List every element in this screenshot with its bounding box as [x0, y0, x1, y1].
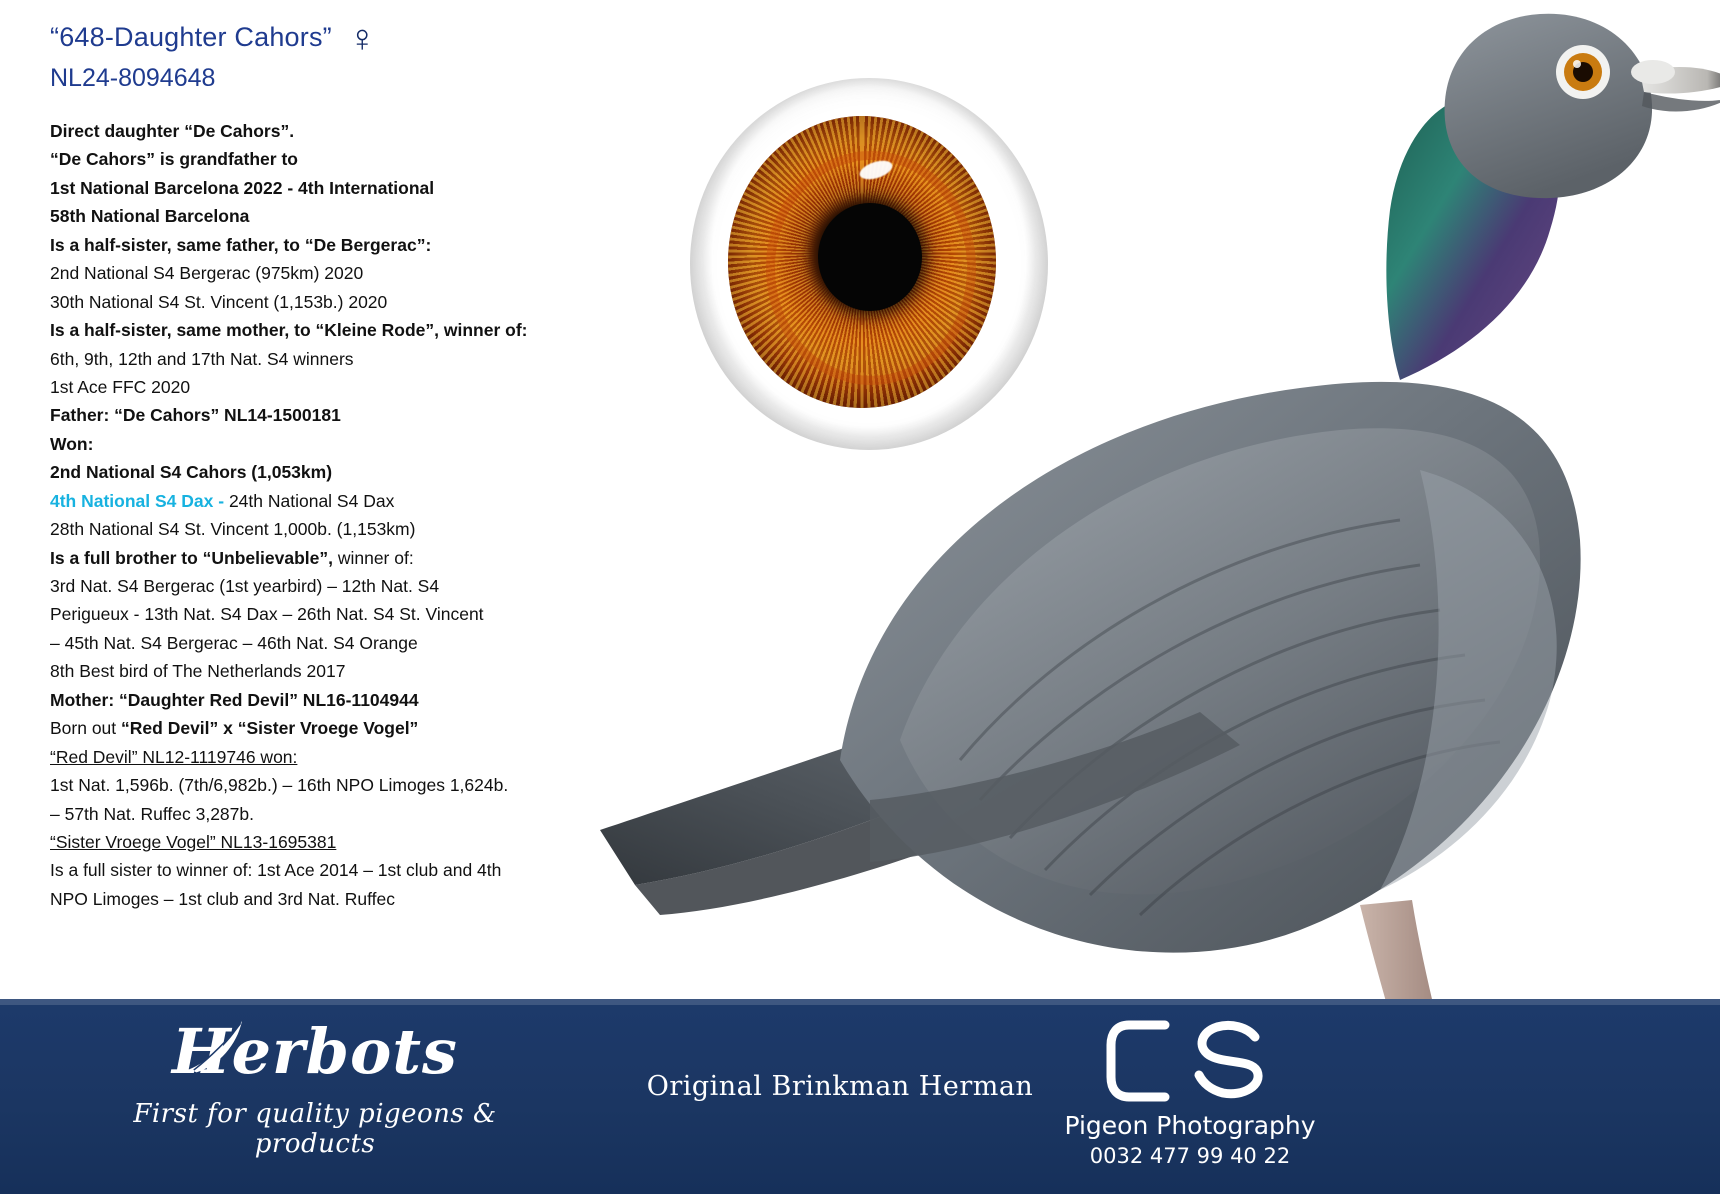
beak-cere — [1631, 60, 1675, 84]
photography-credit-block — [1060, 1017, 1320, 1168]
photography-phone: 0032 477 99 40 22 — [1089, 1144, 1291, 1168]
pedigree-line: 2nd National S4 Cahors (1,053km) — [50, 462, 333, 483]
pedigree-line: 28th National S4 St. Vincent 1,000b. (1,153km) — [50, 519, 416, 540]
pedigree-line: 58th National Barcelona — [50, 206, 250, 227]
pedigree-line-bold: 4th National S4 Dax - — [50, 490, 229, 511]
pigeon-name-line — [50, 18, 377, 60]
pedigree-line: “Sister Vroege Vogel” NL13-1695381 — [50, 831, 337, 852]
pigeon-head — [1445, 14, 1652, 198]
pedigree-line-father: Father: “De Cahors” NL14-1500181 — [50, 405, 341, 426]
pedigree-line: 30th National S4 St. Vincent (1,153b.) 2020 — [50, 291, 388, 312]
pedigree-line: “Red Devil” NL12-1119746 won: — [50, 746, 298, 767]
female-gender-icon: ♀ — [347, 18, 377, 60]
title-block — [50, 18, 376, 93]
pedigree-line: 1st National Barcelona 2022 - 4th International — [50, 177, 435, 198]
pedigree-line-rest: winner of: — [332, 547, 414, 568]
pedigree-line: 2nd National S4 Bergerac (975km) 2020 — [50, 263, 364, 284]
pedigree-line-rest: 24th National S4 Dax — [228, 490, 395, 511]
cs-logo-icon — [1105, 1017, 1275, 1105]
photo-credit: Original Brinkman Herman — [646, 1071, 1034, 1102]
footer-banner — [0, 999, 1720, 1194]
pedigree-line-mother: Mother: “Daughter Red Devil” NL16-1104944 — [50, 689, 419, 710]
pedigree-line: Direct daughter “De Cahors”. — [50, 121, 295, 141]
herbots-brand-name: Herbots — [172, 1015, 458, 1088]
page-title: “648-Daughter Cahors” — [50, 21, 332, 52]
pedigree-line: NPO Limoges – 1st club and 3rd Nat. Ruffec — [50, 888, 395, 909]
ring-number: NL24-8094648 — [50, 64, 216, 92]
pedigree-line: 1st Ace FFC 2020 — [50, 376, 191, 397]
pigeon-body-photo — [540, 0, 1720, 1130]
pedigree-line-bold: “Red Devil” x “Sister Vroege Vogel” — [121, 718, 419, 739]
pedigree-line: 6th, 9th, 12th and 17th Nat. S4 winners — [50, 348, 354, 369]
photography-title: Pigeon Photography — [1064, 1111, 1316, 1140]
pedigree-line: “De Cahors” is grandfather to — [50, 149, 298, 170]
pedigree-line: 8th Best bird of The Netherlands 2017 — [50, 661, 346, 682]
pedigree-line: Won: — [50, 433, 94, 454]
pedigree-line: Perigueux - 13th Nat. S4 Dax – 26th Nat. S4 St. Vincent — [50, 604, 484, 625]
herbots-logo — [80, 1015, 550, 1159]
pedigree-line-bold: Is a full brother to “Unbelievable”, — [50, 547, 333, 568]
pedigree-line-prefix: Born out — [50, 718, 122, 739]
pedigree-line: Is a full sister to winner of: 1st Ace 2014 – 1st club and 4th — [50, 860, 502, 881]
pedigree-line: 3rd Nat. S4 Bergerac (1st yearbird) – 12th Nat. S4 — [50, 576, 440, 596]
pedigree-line: – 57th Nat. Ruffec 3,287b. — [50, 803, 254, 824]
pedigree-line: Is a half-sister, same mother, to “Kleine Rode”, winner of: — [50, 320, 528, 341]
herbots-tagline: First for quality pigeons & products — [133, 1099, 497, 1159]
pedigree-line: Is a half-sister, same father, to “De Bergerac”: — [50, 234, 432, 255]
pedigree-line: 1st Nat. 1,596b. (7th/6,982b.) – 16th NPO Limoges 1,624b. — [50, 775, 509, 796]
pedigree-line: – 45th Nat. S4 Bergerac – 46th Nat. S4 Orange — [50, 632, 418, 653]
